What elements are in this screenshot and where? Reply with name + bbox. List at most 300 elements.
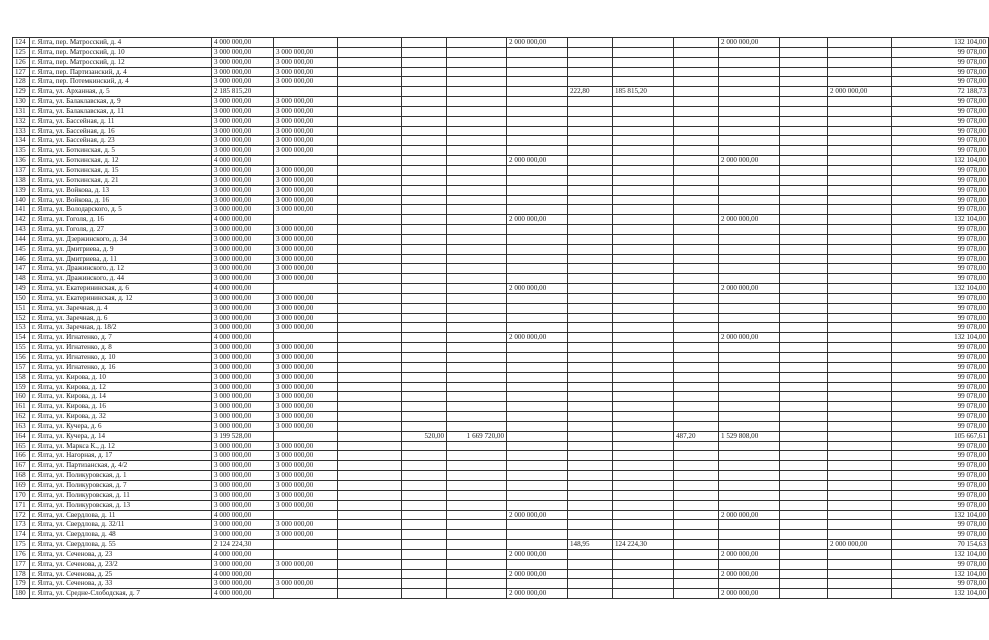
total-cost-cell: 4 000 000,00 (212, 589, 274, 599)
works-cost-e-cell (613, 57, 674, 67)
works-cost-d-cell (507, 520, 568, 530)
works-cost-f-cell (719, 77, 780, 87)
total-cost-cell: 3 000 000,00 (212, 372, 274, 382)
works-cost-g-cell (780, 480, 828, 490)
works-cost-a-cell (274, 156, 338, 166)
works-cost-c-cell (447, 500, 507, 510)
works-cost-e-cell: 185 815,20 (613, 87, 674, 97)
works-cost-h-cell (828, 195, 892, 205)
total-cost-cell: 3 000 000,00 (212, 412, 274, 422)
total-cost-cell: 3 000 000,00 (212, 47, 274, 57)
total-cost-cell: 3 000 000,00 (212, 254, 274, 264)
table-row (13, 284, 989, 294)
works-cost-c-cell (447, 165, 507, 175)
table-row (13, 175, 989, 185)
works-cost-a-cell (274, 431, 338, 441)
table-row (13, 372, 989, 382)
works-cost-e-cell (613, 510, 674, 520)
quantity-1-cell (402, 234, 447, 244)
quantity-1-cell (402, 362, 447, 372)
total-cost-cell: 4 000 000,00 (212, 510, 274, 520)
works-cost-c-cell (447, 38, 507, 48)
works-cost-h-cell (828, 225, 892, 235)
total-cost-cell: 3 199 528,00 (212, 431, 274, 441)
works-cost-e-cell (613, 38, 674, 48)
quantity-3-cell (674, 559, 719, 569)
works-cost-b-cell (338, 195, 402, 205)
house-address-cell: г. Ялта, ул. Поликуровская, д. 7 (30, 480, 212, 490)
works-cost-d-cell (507, 441, 568, 451)
quantity-1-cell (402, 126, 447, 136)
works-cost-f-cell (719, 205, 780, 215)
works-cost-d-cell (507, 106, 568, 116)
row-number-cell: 135 (13, 146, 30, 156)
total-cost-cell: 3 000 000,00 (212, 225, 274, 235)
works-cost-a-cell: 3 000 000,00 (274, 382, 338, 392)
house-address-cell: г. Ялта, пер. Потемкинский, д. 4 (30, 77, 212, 87)
total-cost-cell: 3 000 000,00 (212, 500, 274, 510)
works-cost-e-cell (613, 225, 674, 235)
quantity-3-cell (674, 185, 719, 195)
works-cost-f-cell (719, 185, 780, 195)
works-cost-b-cell (338, 372, 402, 382)
quantity-3-cell (674, 333, 719, 343)
table-row (13, 97, 989, 107)
per-unit-cost-cell: 99 078,00 (892, 293, 989, 303)
works-cost-c-cell (447, 175, 507, 185)
per-unit-cost-cell: 99 078,00 (892, 195, 989, 205)
works-cost-a-cell: 3 000 000,00 (274, 392, 338, 402)
quantity-2-cell (568, 402, 613, 412)
works-cost-e-cell (613, 343, 674, 353)
per-unit-cost-cell: 99 078,00 (892, 77, 989, 87)
works-cost-c-cell (447, 392, 507, 402)
quantity-1-cell (402, 480, 447, 490)
row-number-cell: 145 (13, 244, 30, 254)
works-cost-e-cell (613, 421, 674, 431)
works-cost-c-cell (447, 293, 507, 303)
works-cost-d-cell (507, 343, 568, 353)
house-address-cell: г. Ялта, ул. Средне-Слободская, д. 7 (30, 589, 212, 599)
quantity-3-cell (674, 67, 719, 77)
works-cost-a-cell (274, 38, 338, 48)
quantity-1-cell (402, 57, 447, 67)
per-unit-cost-cell: 99 078,00 (892, 343, 989, 353)
quantity-3-cell (674, 264, 719, 274)
works-cost-d-cell (507, 382, 568, 392)
works-cost-b-cell (338, 225, 402, 235)
works-cost-g-cell (780, 382, 828, 392)
per-unit-cost-cell: 99 078,00 (892, 451, 989, 461)
table-row (13, 490, 989, 500)
quantity-2-cell (568, 471, 613, 481)
works-cost-b-cell (338, 362, 402, 372)
works-cost-b-cell (338, 106, 402, 116)
works-cost-g-cell (780, 274, 828, 284)
quantity-2-cell (568, 293, 613, 303)
quantity-2-cell (568, 185, 613, 195)
table-row (13, 185, 989, 195)
works-cost-d-cell (507, 372, 568, 382)
works-cost-d-cell (507, 313, 568, 323)
row-number-cell: 170 (13, 490, 30, 500)
works-cost-d-cell (507, 274, 568, 284)
works-cost-d-cell: 2 000 000,00 (507, 569, 568, 579)
house-address-cell: г. Ялта, ул. Боткинская, д. 12 (30, 156, 212, 166)
quantity-3-cell (674, 215, 719, 225)
works-cost-f-cell (719, 303, 780, 313)
quantity-1-cell (402, 165, 447, 175)
works-cost-e-cell (613, 579, 674, 589)
table-row (13, 569, 989, 579)
row-number-cell: 151 (13, 303, 30, 313)
total-cost-cell: 4 000 000,00 (212, 284, 274, 294)
works-cost-h-cell (828, 569, 892, 579)
total-cost-cell: 4 000 000,00 (212, 569, 274, 579)
works-cost-a-cell: 3 000 000,00 (274, 579, 338, 589)
row-number-cell: 173 (13, 520, 30, 530)
works-cost-b-cell (338, 313, 402, 323)
works-cost-e-cell (613, 451, 674, 461)
quantity-1-cell (402, 175, 447, 185)
quantity-3-cell (674, 520, 719, 530)
total-cost-cell: 3 000 000,00 (212, 175, 274, 185)
table-row (13, 313, 989, 323)
works-cost-d-cell: 2 000 000,00 (507, 589, 568, 599)
works-cost-h-cell: 2 000 000,00 (828, 540, 892, 550)
quantity-1-cell (402, 540, 447, 550)
works-cost-e-cell (613, 97, 674, 107)
quantity-2-cell (568, 333, 613, 343)
works-cost-c-cell (447, 540, 507, 550)
works-cost-h-cell (828, 156, 892, 166)
house-address-cell: г. Ялта, ул. Сеченова, д. 23 (30, 549, 212, 559)
per-unit-cost-cell: 72 188,73 (892, 87, 989, 97)
quantity-2-cell (568, 510, 613, 520)
works-cost-a-cell: 3 000 000,00 (274, 97, 338, 107)
works-cost-b-cell (338, 559, 402, 569)
works-cost-e-cell (613, 67, 674, 77)
works-cost-d-cell (507, 77, 568, 87)
works-cost-f-cell (719, 490, 780, 500)
works-cost-b-cell (338, 490, 402, 500)
total-cost-cell: 3 000 000,00 (212, 234, 274, 244)
table-row (13, 421, 989, 431)
works-cost-a-cell: 3 000 000,00 (274, 185, 338, 195)
house-address-cell: г. Ялта, ул. Кирова, д. 14 (30, 392, 212, 402)
works-cost-c-cell (447, 264, 507, 274)
works-cost-c-cell (447, 343, 507, 353)
house-address-cell: г. Ялта, ул. Боткинская, д. 21 (30, 175, 212, 185)
works-cost-h-cell: 2 000 000,00 (828, 87, 892, 97)
house-address-cell: г. Ялта, ул. Войкова, д. 16 (30, 195, 212, 205)
quantity-2-cell (568, 116, 613, 126)
works-cost-a-cell: 3 000 000,00 (274, 490, 338, 500)
quantity-2-cell (568, 323, 613, 333)
works-cost-a-cell: 3 000 000,00 (274, 225, 338, 235)
works-cost-a-cell: 3 000 000,00 (274, 205, 338, 215)
quantity-3-cell (674, 589, 719, 599)
per-unit-cost-cell: 132 104,00 (892, 333, 989, 343)
row-number-cell: 174 (13, 530, 30, 540)
works-cost-g-cell (780, 136, 828, 146)
table-row (13, 333, 989, 343)
works-cost-e-cell (613, 77, 674, 87)
quantity-3-cell (674, 569, 719, 579)
total-cost-cell: 3 000 000,00 (212, 461, 274, 471)
works-cost-b-cell (338, 480, 402, 490)
works-cost-f-cell (719, 520, 780, 530)
quantity-3-cell (674, 136, 719, 146)
works-cost-d-cell (507, 451, 568, 461)
works-cost-b-cell (338, 97, 402, 107)
total-cost-cell: 2 124 224,30 (212, 540, 274, 550)
works-cost-g-cell (780, 402, 828, 412)
works-cost-g-cell (780, 264, 828, 274)
works-cost-a-cell: 3 000 000,00 (274, 500, 338, 510)
quantity-2-cell (568, 175, 613, 185)
works-cost-d-cell (507, 234, 568, 244)
works-cost-e-cell (613, 589, 674, 599)
works-cost-g-cell (780, 165, 828, 175)
works-cost-b-cell (338, 57, 402, 67)
works-cost-d-cell (507, 244, 568, 254)
register-page (12, 37, 986, 599)
works-cost-a-cell: 3 000 000,00 (274, 293, 338, 303)
works-cost-d-cell: 2 000 000,00 (507, 215, 568, 225)
quantity-2-cell (568, 559, 613, 569)
works-cost-f-cell (719, 402, 780, 412)
works-cost-f-cell (719, 500, 780, 510)
works-cost-h-cell (828, 510, 892, 520)
quantity-1-cell (402, 520, 447, 530)
works-cost-a-cell: 3 000 000,00 (274, 126, 338, 136)
works-cost-f-cell: 2 000 000,00 (719, 589, 780, 599)
quantity-3-cell (674, 530, 719, 540)
row-number-cell: 161 (13, 402, 30, 412)
per-unit-cost-cell: 99 078,00 (892, 500, 989, 510)
per-unit-cost-cell: 99 078,00 (892, 126, 989, 136)
quantity-3-cell (674, 195, 719, 205)
works-cost-b-cell (338, 205, 402, 215)
works-cost-c-cell (447, 146, 507, 156)
quantity-2-cell (568, 97, 613, 107)
works-cost-b-cell (338, 412, 402, 422)
works-cost-e-cell (613, 234, 674, 244)
quantity-2-cell (568, 451, 613, 461)
works-cost-e-cell (613, 136, 674, 146)
quantity-1-cell (402, 254, 447, 264)
total-cost-cell: 3 000 000,00 (212, 126, 274, 136)
total-cost-cell: 3 000 000,00 (212, 441, 274, 451)
per-unit-cost-cell: 99 078,00 (892, 254, 989, 264)
quantity-3-cell (674, 303, 719, 313)
table-row (13, 126, 989, 136)
total-cost-cell: 3 000 000,00 (212, 579, 274, 589)
works-cost-e-cell (613, 126, 674, 136)
works-cost-f-cell: 2 000 000,00 (719, 284, 780, 294)
works-cost-d-cell (507, 57, 568, 67)
works-cost-b-cell (338, 540, 402, 550)
works-cost-h-cell (828, 353, 892, 363)
total-cost-cell: 3 000 000,00 (212, 382, 274, 392)
works-cost-e-cell (613, 500, 674, 510)
per-unit-cost-cell: 99 078,00 (892, 303, 989, 313)
per-unit-cost-cell: 99 078,00 (892, 274, 989, 284)
works-cost-b-cell (338, 343, 402, 353)
works-cost-c-cell (447, 510, 507, 520)
works-cost-h-cell (828, 244, 892, 254)
works-cost-b-cell (338, 116, 402, 126)
works-cost-a-cell: 3 000 000,00 (274, 234, 338, 244)
per-unit-cost-cell: 99 078,00 (892, 234, 989, 244)
works-cost-h-cell (828, 412, 892, 422)
works-cost-c-cell (447, 126, 507, 136)
quantity-1-cell (402, 106, 447, 116)
quantity-3-cell (674, 500, 719, 510)
works-cost-f-cell (719, 372, 780, 382)
house-address-cell: г. Ялта, ул. Бассейная, д. 16 (30, 126, 212, 136)
works-cost-g-cell (780, 372, 828, 382)
works-cost-c-cell (447, 480, 507, 490)
works-cost-d-cell (507, 165, 568, 175)
quantity-2-cell (568, 106, 613, 116)
works-cost-g-cell (780, 293, 828, 303)
quantity-2-cell (568, 382, 613, 392)
table-row (13, 441, 989, 451)
total-cost-cell: 3 000 000,00 (212, 136, 274, 146)
table-row (13, 451, 989, 461)
works-cost-e-cell (613, 480, 674, 490)
works-cost-h-cell (828, 530, 892, 540)
table-row (13, 274, 989, 284)
works-cost-g-cell (780, 520, 828, 530)
works-cost-f-cell (719, 579, 780, 589)
works-cost-a-cell: 3 000 000,00 (274, 136, 338, 146)
works-cost-a-cell: 3 000 000,00 (274, 461, 338, 471)
works-cost-g-cell (780, 461, 828, 471)
quantity-3-cell (674, 244, 719, 254)
works-cost-h-cell (828, 323, 892, 333)
quantity-2-cell (568, 264, 613, 274)
quantity-3-cell (674, 106, 719, 116)
table-row (13, 480, 989, 490)
works-cost-d-cell (507, 126, 568, 136)
works-cost-b-cell (338, 471, 402, 481)
quantity-1-cell (402, 421, 447, 431)
works-cost-a-cell: 3 000 000,00 (274, 421, 338, 431)
house-address-cell: г. Ялта, ул. Гоголя, д. 16 (30, 215, 212, 225)
quantity-2-cell (568, 579, 613, 589)
quantity-2-cell (568, 480, 613, 490)
works-cost-d-cell: 2 000 000,00 (507, 284, 568, 294)
house-address-cell: г. Ялта, ул. Кучера, д. 6 (30, 421, 212, 431)
total-cost-cell: 3 000 000,00 (212, 195, 274, 205)
quantity-2-cell (568, 461, 613, 471)
works-cost-e-cell (613, 175, 674, 185)
table-row (13, 254, 989, 264)
quantity-3-cell (674, 156, 719, 166)
total-cost-cell: 3 000 000,00 (212, 362, 274, 372)
per-unit-cost-cell: 99 078,00 (892, 530, 989, 540)
quantity-3-cell (674, 421, 719, 431)
house-address-cell: г. Ялта, пер. Матросский, д. 12 (30, 57, 212, 67)
works-cost-h-cell (828, 205, 892, 215)
total-cost-cell: 4 000 000,00 (212, 38, 274, 48)
works-cost-g-cell (780, 431, 828, 441)
works-cost-h-cell (828, 116, 892, 126)
works-cost-h-cell (828, 579, 892, 589)
total-cost-cell: 3 000 000,00 (212, 77, 274, 87)
quantity-1-cell (402, 67, 447, 77)
row-number-cell: 164 (13, 431, 30, 441)
total-cost-cell: 3 000 000,00 (212, 205, 274, 215)
works-cost-f-cell (719, 225, 780, 235)
total-cost-cell: 3 000 000,00 (212, 471, 274, 481)
works-cost-g-cell (780, 589, 828, 599)
total-cost-cell: 4 000 000,00 (212, 156, 274, 166)
works-cost-c-cell (447, 57, 507, 67)
total-cost-cell: 3 000 000,00 (212, 451, 274, 461)
quantity-1-cell (402, 490, 447, 500)
works-cost-e-cell (613, 185, 674, 195)
works-cost-h-cell (828, 215, 892, 225)
row-number-cell: 131 (13, 106, 30, 116)
works-cost-d-cell (507, 490, 568, 500)
quantity-1-cell (402, 461, 447, 471)
per-unit-cost-cell: 99 078,00 (892, 67, 989, 77)
quantity-1-cell (402, 274, 447, 284)
per-unit-cost-cell: 99 078,00 (892, 106, 989, 116)
row-number-cell: 168 (13, 471, 30, 481)
row-number-cell: 148 (13, 274, 30, 284)
per-unit-cost-cell: 99 078,00 (892, 175, 989, 185)
per-unit-cost-cell: 132 104,00 (892, 549, 989, 559)
house-address-cell: г. Ялта, ул. Арханная, д. 5 (30, 87, 212, 97)
total-cost-cell: 3 000 000,00 (212, 264, 274, 274)
quantity-3-cell (674, 579, 719, 589)
quantity-1-cell (402, 303, 447, 313)
works-cost-e-cell (613, 362, 674, 372)
works-cost-h-cell (828, 77, 892, 87)
quantity-3-cell (674, 540, 719, 550)
quantity-1-cell (402, 500, 447, 510)
quantity-2-cell (568, 165, 613, 175)
works-cost-b-cell (338, 569, 402, 579)
works-cost-c-cell (447, 215, 507, 225)
quantity-2-cell (568, 136, 613, 146)
works-cost-a-cell: 3 000 000,00 (274, 441, 338, 451)
quantity-1-cell (402, 205, 447, 215)
works-cost-g-cell (780, 38, 828, 48)
row-number-cell: 127 (13, 67, 30, 77)
works-cost-g-cell (780, 540, 828, 550)
house-address-cell: г. Ялта, ул. Кучера, д. 14 (30, 431, 212, 441)
works-cost-b-cell (338, 67, 402, 77)
row-number-cell: 139 (13, 185, 30, 195)
quantity-1-cell (402, 185, 447, 195)
works-cost-e-cell (613, 106, 674, 116)
quantity-2-cell (568, 215, 613, 225)
row-number-cell: 156 (13, 353, 30, 363)
works-cost-d-cell (507, 530, 568, 540)
works-cost-h-cell (828, 549, 892, 559)
works-cost-g-cell (780, 451, 828, 461)
works-cost-b-cell (338, 530, 402, 540)
house-address-cell: г. Ялта, ул. Балаклавская, д. 11 (30, 106, 212, 116)
table-row (13, 500, 989, 510)
works-cost-b-cell (338, 500, 402, 510)
